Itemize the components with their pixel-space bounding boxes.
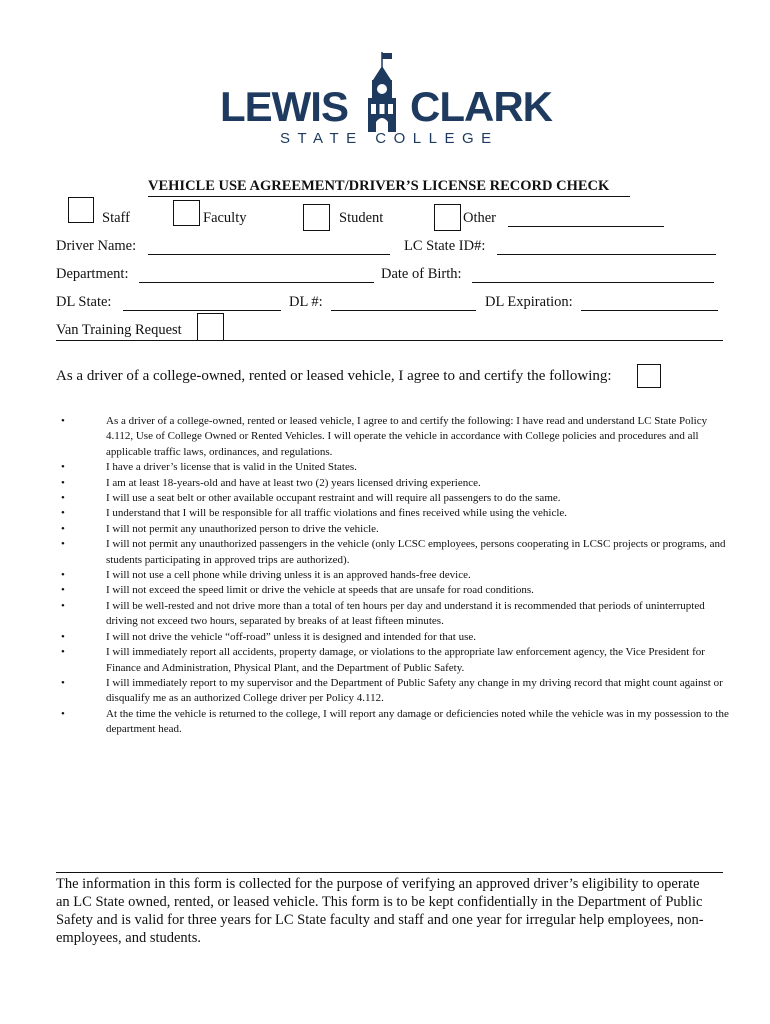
other-checkbox[interactable] [434,204,461,231]
bullet-glyph: • [61,476,65,489]
bullet-glyph: • [61,507,65,520]
list-item [56,491,736,506]
bullet-glyph: • [61,676,65,689]
bullet-glyph: • [61,538,65,551]
bullet-glyph: • [61,569,65,582]
van-training-label: Van Training Request [56,322,182,338]
list-item [56,460,736,475]
list-item-text: I will use a seat belt or other available occupant restraint and will require all passengers to do the same. [106,492,561,505]
student-label: Student [339,210,384,226]
privacy-notice: The information in this form is collected for the purpose of verifying an approved driver’s eligibility to operate an LC State owned, rented, or leased vehicle. This form is to be kept confidentially in the Department of Public Safety and is valid for three years for LC State faculty and staff and one year for irregular help employees, non-employees, and students. [56,876,704,946]
other-input-line[interactable] [508,226,664,227]
list-item-text: I am at least 18-years-old and have at least two (2) years licensed driving experience. [106,476,481,489]
bullet-glyph: • [61,630,65,643]
driver-name-field[interactable] [148,254,390,255]
list-item-text: I will immediately report all accidents, property damage, or violations to the appropriate law enforcement agency, the Vice President for Finance and Administration, Physical Plant, and the Department of Public Safety. [106,646,705,674]
other-label: Other [463,210,497,226]
list-item [56,414,736,460]
student-checkbox[interactable] [303,204,330,231]
list-item [56,630,736,645]
list-item-text: I will not permit any unauthorized passengers in the vehicle (only LCSC employees, persons cooperating in LCSC projects or programs, and students participating in approved trips are authorized). [106,538,726,566]
title-underline [148,196,630,197]
faculty-checkbox[interactable] [173,200,200,226]
lc-state-id-field[interactable] [497,254,716,255]
form-title: VEHICLE USE AGREEMENT/DRIVER’S LICENSE RECORD CHECK [148,178,610,194]
list-item-text: As a driver of a college-owned, rented or leased vehicle, I agree to and certify the following: I have read and understand LC State Policy 4.112, Use of College Owned or Rented Vehicles. I will operate the vehicle in accordance with College policies and procedures and all applicable traffic laws, ordinances, and regulations. [106,415,708,458]
list-item-text: I understand that I will be responsible for all traffic violations and fines received while using the vehicle. [106,507,568,520]
list-item [56,522,736,537]
clock-tower-icon [360,50,404,134]
dl-expiration-field[interactable] [581,310,718,311]
bullet-glyph: • [61,522,65,535]
list-item [56,599,736,630]
department-label: Department: [56,266,129,282]
list-item [56,583,736,598]
footer-divider [56,872,723,873]
lc-state-id-label: LC State ID#: [404,238,486,254]
logo-word-clark: CLARK [410,83,552,130]
list-item [56,568,736,583]
certify-statement: As a driver of a college-owned, rented or leased vehicle, I agree to and certify the following: [56,368,612,384]
list-item [56,707,736,738]
list-item-text: I will not permit any unauthorized person to drive the vehicle. [106,522,379,535]
list-item [56,476,736,491]
list-item [56,676,736,707]
list-item [56,506,736,521]
bullet-glyph: • [61,599,65,612]
list-item [56,645,736,676]
dl-state-label: DL State: [56,294,112,310]
date-of-birth-field[interactable] [472,282,714,283]
bullet-glyph: • [61,646,65,659]
dl-number-field[interactable] [331,310,476,311]
staff-label: Staff [102,210,130,226]
driver-name-label: Driver Name: [56,238,137,254]
list-item-text: I will not drive the vehicle “off-road” unless it is designed and intended for that use. [106,630,477,643]
bullet-glyph: • [61,415,65,427]
staff-checkbox[interactable] [68,197,94,223]
section-divider [56,340,723,341]
logo-word-lewis: LEWIS [220,83,348,130]
bullet-glyph: • [61,461,65,474]
department-field[interactable] [139,282,374,283]
list-item-text: I will not use a cell phone while driving unless it is an approved hands-free device. [106,569,471,582]
list-item-text: I will be well-rested and not drive more than a total of ten hours per day and understand it is recommended that periods of uninterrupted driving not exceed two hours, separated by breaks of at least fifteen minutes. [106,599,705,628]
list-item-text: I have a driver’s license that is valid in the United States. [106,461,357,474]
dl-expiration-label: DL Expiration: [485,294,573,310]
certify-checkbox[interactable] [637,364,661,388]
van-training-checkbox[interactable] [197,313,224,341]
dl-state-field[interactable] [123,310,281,311]
bullet-glyph: • [61,707,65,720]
list-item [56,537,736,568]
faculty-label: Faculty [203,210,247,226]
bullet-glyph: • [61,492,65,505]
college-logo [220,50,560,150]
list-item-text: At the time the vehicle is returned to the college, I will report any damage or deficiencies noted while the vehicle was in my possession to the department head. [106,707,729,736]
list-item-text: I will immediately report to my supervisor and the Department of Public Safety any change in my driving record that might count against or disqualify me as an authorized College driver per Policy 4.112. [106,676,723,705]
date-of-birth-label: Date of Birth: [381,266,462,282]
list-item-text: I will not exceed the speed limit or drive the vehicle at speeds that are unsafe for road conditions. [106,584,534,597]
logo-subtitle: STATE COLLEGE [280,130,499,147]
agreement-list [56,414,736,738]
bullet-glyph: • [61,584,65,597]
dl-number-label: DL #: [289,294,323,310]
